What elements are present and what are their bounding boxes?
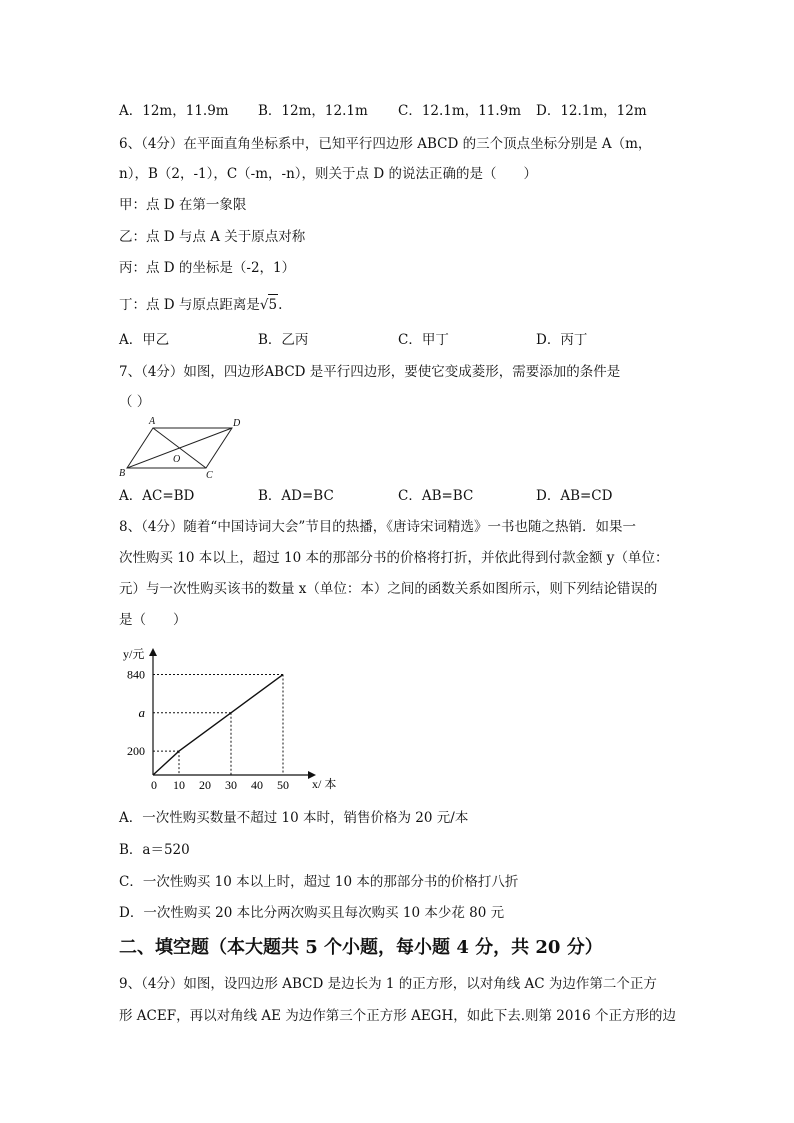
q8-option-d: D．一次性购买 20 本比分两次购买且每次购买 10 本少花 80 元 — [119, 905, 505, 921]
parallelogram-figure — [110, 412, 250, 480]
q6-stem-line1: 6、（4分）在平面直角坐标系中，已知平行四边形 ABCD 的三个顶点坐标分别是 A（m， — [119, 136, 652, 152]
y-axis-label: y/元 — [123, 647, 145, 661]
q7-option-b: B．AD=BC — [258, 488, 334, 504]
vertex-label-a: A — [149, 416, 156, 427]
q7-option-d: D．AB=CD — [536, 488, 613, 504]
vertex-label-d: D — [233, 418, 241, 429]
q6-statement-bing: 丙：点 D 的坐标是（-2，1） — [119, 260, 296, 276]
y-tick-label-2: 840 — [127, 667, 145, 682]
q6-option-c: C．甲丁 — [398, 332, 449, 348]
radical-sign: √ — [259, 297, 269, 313]
q6-statement-ding-prefix: 丁：点 D 与原点距离是 — [119, 297, 260, 313]
q6-option-d: D．丙丁 — [536, 332, 588, 348]
q8-stem-line3: 元）与一次性购买该书的数量 x（单位：本）之间的函数关系如图所示，则下列结论错误的 — [119, 581, 658, 597]
q8-stem-line4: 是（ ） — [119, 612, 187, 628]
x-tick-label-20: 20 — [199, 778, 211, 792]
x-tick-label-40: 40 — [251, 778, 263, 792]
q5-option-b: B．12m，12.1m — [258, 103, 368, 119]
q6-statement-yi: 乙：点 D 与点 A 关于原点对称 — [119, 229, 306, 245]
q6-statement-ding-suffix: . — [278, 297, 283, 313]
x-tick-label-0: 0 — [151, 778, 157, 792]
q7-stem-line2: （ ） — [119, 394, 151, 410]
y-axis-arrow — [149, 648, 157, 656]
q6-statement-ding — [119, 294, 282, 315]
q6-option-a: A．甲乙 — [119, 332, 170, 348]
y-tick-label-0: 200 — [127, 744, 145, 759]
q7-option-a: A．AC=BD — [119, 488, 195, 504]
q9-stem-line1: 9、（4分）如图，设四边形 ABCD 是边长为 1 的正方形，以对角线 AC 为边作第二个正方 — [119, 976, 657, 992]
series-line-y — [153, 675, 283, 775]
price-chart — [115, 640, 345, 800]
x-tick-label-10: 10 — [173, 778, 185, 792]
x-tick-label-30: 30 — [225, 778, 237, 792]
radicand: 5 — [268, 294, 279, 315]
q7-option-c: C．AB=BC — [398, 488, 474, 504]
q8-option-b: B．a＝520 — [119, 842, 190, 858]
q8-stem-line2: 次性购买 10 本以上，超过 10 本的那部分书的价格将打折，并依此得到付款金额 y（单位： — [119, 550, 669, 566]
q5-option-a: A．12m，11.9m — [119, 103, 229, 119]
q6-option-b: B．乙丙 — [258, 332, 309, 348]
vertex-label-c: C — [206, 470, 213, 480]
q7-stem-line1: 7、（4分）如图，四边形ABCD 是平行四边形，要使它变成菱形，需要添加的条件是 — [119, 364, 621, 380]
center-label-o: O — [173, 454, 181, 465]
q5-option-d: D．12.1m，12m — [536, 103, 647, 119]
q9-stem-line2: 形 ACEF，再以对角线 AE 为边作第三个正方形 AEGH，如此下去.则第 2016 个正方形的边 — [119, 1008, 676, 1024]
section-2-heading: 二、填空题（本大题共 5 个小题，每小题 4 分，共 20 分） — [119, 937, 603, 958]
y-tick-label-1: a — [138, 704, 145, 720]
q6-statement-jia: 甲：点 D 在第一象限 — [119, 197, 247, 213]
q8-option-c: C．一次性购买 10 本以上时，超过 10 本的那部分书的价格打八折 — [119, 874, 519, 890]
x-axis-label: x/ 本 — [312, 777, 337, 791]
vertex-label-b: B — [119, 468, 126, 479]
x-tick-label-50: 50 — [277, 778, 289, 792]
q8-option-a: A．一次性购买数量不超过 10 本时，销售价格为 20 元/本 — [119, 810, 469, 826]
q5-option-c: C．12.1m，11.9m — [398, 103, 522, 119]
sqrt-expression — [260, 294, 278, 315]
q6-stem-line2: n），B（2，-1），C（-m，-n），则关于点 D 的说法正确的是（ ） — [119, 166, 537, 182]
q8-stem-line1: 8、（4分）随着“中国诗词大会”节目的热播，《唐诗宋词精选》一书也随之热销．如果一 — [119, 519, 636, 535]
